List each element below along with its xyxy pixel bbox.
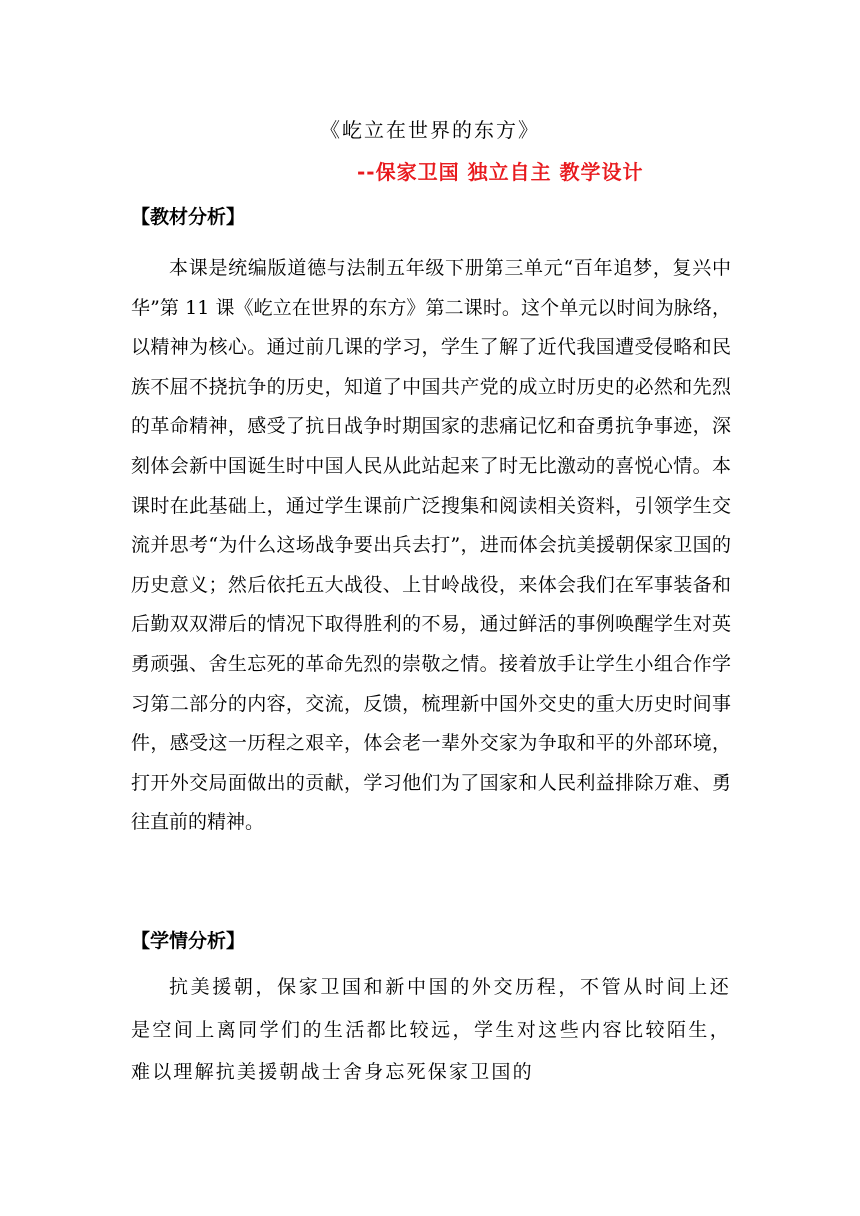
document-title: 《屹立在世界的东方》 [320, 118, 540, 142]
section-heading-materials: 【教材分析】 [131, 206, 246, 228]
section-body-materials: 本课是统编版道德与法制五年级下册第三单元“百年追梦，复兴中华”第 11 课《屹立在世界的东方》第二课时。这个单元以时间为脉络，以精神为核心。通过前几课的学习，学生了解了近代我国遭受侵略和民族不屈不挠抗争的历史，知道了中国共产党的成立时历史的必然和先烈的革命精神，感受了抗日战争时期国家的悲痛记忆和奋勇抗争事迹，深刻体会新中国诞生时中国人民从此站起来了时无比激动的喜悦心情。本课时在此基础上，通过学生课前广泛搜集和阅读相关资料，引领学生交流并思考“为什么这场战争要出兵去打”，进而体会抗美援朝保家卫国的历史意义；然后依托五大战役、上甘岭战役，来体会我们在军事装备和后勤双双滞后的情况下取得胜利的不易，通过鲜活的事例唤醒学生对英勇顽强、舍生忘死的革命先烈的崇敬之情。接着放手让学生小组合作学习第二部分的内容，交流，反馈，梳理新中国外交史的重大历史时间事件，感受这一历程之艰辛，体会老一辈外交家为争取和平的外部环境，打开外交局面做出的贡献，学习他们为了国家和人民利益排除万难、勇往直前的精神。 [131, 257, 731, 834]
document-subtitle: --保家卫国 独立自主 教学设计 [357, 160, 644, 184]
section-heading-students: 【学情分析】 [131, 930, 246, 952]
section-body-students: 抗美援朝，保家卫国和新中国的外交历程，不管从时间上还是空间上离同学们的生活都比较远，学生对这些内容比较陌生，难以理解抗美援朝战士舍身忘死保家卫国的 [131, 976, 731, 1083]
